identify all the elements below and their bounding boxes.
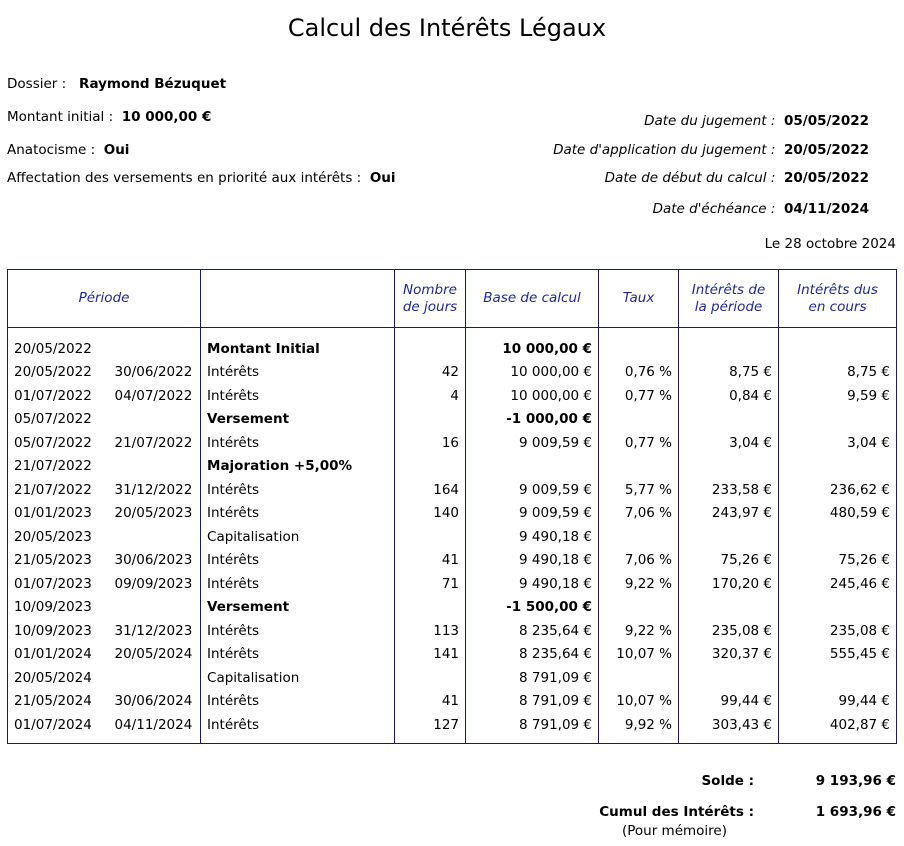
cell-date-fin: 20/05/2023	[109, 502, 201, 526]
cell-interets-periode	[679, 455, 779, 479]
cell-interets-periode	[679, 596, 779, 620]
cell-libelle: Intérêts	[201, 572, 395, 596]
cell-libelle: Majoration +5,00%	[201, 455, 395, 479]
cell-date-debut: 01/01/2024	[8, 643, 109, 667]
cell-date-fin: 31/12/2023	[109, 619, 201, 643]
cell-date-debut: 10/09/2023	[8, 596, 109, 620]
cell-jours: 41	[395, 690, 466, 714]
cell-taux: 7,06 %	[599, 502, 679, 526]
cell-libelle: Montant Initial	[201, 328, 395, 361]
montant-value: 10 000,00 €	[121, 109, 212, 125]
debut-value: 20/05/2022	[784, 170, 870, 186]
cell-base: 9 009,59 €	[466, 502, 599, 526]
cell-taux	[599, 328, 679, 361]
cell-jours	[395, 525, 466, 549]
cell-date-debut: 01/07/2022	[8, 384, 109, 408]
echeance-line	[653, 201, 890, 217]
cell-date-debut: 21/07/2022	[8, 478, 109, 502]
header-periode: Période	[8, 270, 201, 328]
interest-table	[7, 269, 897, 744]
cell-interets-periode: 233,58 €	[679, 478, 779, 502]
document-date: Le 28 octobre 2024	[764, 236, 896, 252]
cell-taux	[599, 666, 679, 690]
cell-interets-periode: 303,43 €	[679, 713, 779, 743]
cell-date-fin: 31/12/2022	[109, 478, 201, 502]
cell-interets-periode: 99,44 €	[679, 690, 779, 714]
cell-interets-dus: 480,59 €	[779, 502, 897, 526]
cell-date-fin: 20/05/2024	[109, 643, 201, 667]
cell-interets-periode: 0,84 €	[679, 384, 779, 408]
cell-base: 8 235,64 €	[466, 619, 599, 643]
cell-libelle: Capitalisation	[201, 525, 395, 549]
cell-interets-periode	[679, 408, 779, 432]
jugement-line	[644, 113, 890, 129]
cell-jours	[395, 408, 466, 432]
header-interets-periode	[679, 270, 779, 328]
cell-taux: 9,92 %	[599, 713, 679, 743]
cell-interets-dus: 3,04 €	[779, 431, 897, 455]
table-row	[8, 713, 897, 743]
cell-date-fin: 09/09/2023	[109, 572, 201, 596]
table-row	[8, 431, 897, 455]
cell-date-debut: 01/07/2023	[8, 572, 109, 596]
cell-interets-dus: 8,75 €	[779, 361, 897, 385]
affectation-value: Oui	[369, 170, 396, 186]
cell-jours	[395, 596, 466, 620]
cell-date-fin	[109, 596, 201, 620]
cell-jours	[395, 455, 466, 479]
cell-base: 8 791,09 €	[466, 713, 599, 743]
cell-libelle: Intérêts	[201, 713, 395, 743]
cell-jours	[395, 328, 466, 361]
cell-date-debut: 10/09/2023	[8, 619, 109, 643]
cell-libelle: Intérêts	[201, 361, 395, 385]
cell-base: 9 009,59 €	[466, 478, 599, 502]
cell-date-fin: 21/07/2022	[109, 431, 201, 455]
debut-label: Date de début du calcul :	[604, 170, 776, 186]
header-nombre-line1: Nombre	[403, 281, 457, 298]
cell-taux	[599, 596, 679, 620]
table-row	[8, 690, 897, 714]
cell-interets-periode	[679, 328, 779, 361]
header-libelle	[201, 270, 395, 328]
echeance-label: Date d'échéance :	[652, 201, 776, 217]
table-row	[8, 525, 897, 549]
cell-base: 9 009,59 €	[466, 431, 599, 455]
cell-interets-dus: 402,87 €	[779, 713, 897, 743]
table-body	[8, 328, 897, 744]
document-title: Calcul des Intérêts Légaux	[287, 14, 607, 42]
affectation-label: Affectation des versements en priorité aux intérêts :	[7, 170, 362, 186]
cell-base: 8 235,64 €	[466, 643, 599, 667]
cell-jours: 164	[395, 478, 466, 502]
cumul-value: 1 693,96 €	[815, 804, 896, 820]
cell-base: -1 500,00 €	[466, 596, 599, 620]
cell-interets-periode: 235,08 €	[679, 619, 779, 643]
cell-interets-periode: 8,75 €	[679, 361, 779, 385]
cell-date-debut: 21/05/2023	[8, 549, 109, 573]
cell-taux: 9,22 %	[599, 572, 679, 596]
cell-interets-dus	[779, 408, 897, 432]
cell-base: 10 000,00 €	[466, 328, 599, 361]
cell-interets-dus: 99,44 €	[779, 690, 897, 714]
cell-jours: 113	[395, 619, 466, 643]
cell-jours: 141	[395, 643, 466, 667]
memo-note: (Pour mémoire)	[621, 823, 727, 839]
anatocisme-label: Anatocisme :	[7, 142, 96, 158]
cell-date-fin	[109, 328, 201, 361]
cell-base: 8 791,09 €	[466, 690, 599, 714]
cell-interets-periode: 170,20 €	[679, 572, 779, 596]
cell-jours: 140	[395, 502, 466, 526]
cell-date-debut: 05/07/2022	[8, 431, 109, 455]
affectation-line	[7, 170, 396, 186]
header-base: Base de calcul	[466, 270, 599, 328]
table-row	[8, 643, 897, 667]
cell-date-fin: 30/06/2022	[109, 361, 201, 385]
cell-base: 9 490,18 €	[466, 572, 599, 596]
header-ip-line2: la période	[694, 298, 763, 315]
cell-jours: 127	[395, 713, 466, 743]
cell-interets-periode: 243,97 €	[679, 502, 779, 526]
cell-interets-periode: 75,26 €	[679, 549, 779, 573]
cell-libelle: Capitalisation	[201, 666, 395, 690]
cell-date-fin: 30/06/2024	[109, 690, 201, 714]
header-interets-dus	[779, 270, 897, 328]
cell-date-fin: 30/06/2023	[109, 549, 201, 573]
cell-libelle: Intérêts	[201, 431, 395, 455]
cell-jours: 16	[395, 431, 466, 455]
cell-interets-dus	[779, 525, 897, 549]
cell-date-debut: 21/07/2022	[8, 455, 109, 479]
table-row	[8, 455, 897, 479]
echeance-value: 04/11/2024	[784, 201, 870, 217]
cell-interets-periode	[679, 525, 779, 549]
cell-base: -1 000,00 €	[466, 408, 599, 432]
cell-jours	[395, 666, 466, 690]
table-row	[8, 361, 897, 385]
cell-interets-periode: 3,04 €	[679, 431, 779, 455]
cell-date-debut: 20/05/2022	[8, 361, 109, 385]
cell-base: 10 000,00 €	[466, 361, 599, 385]
cell-date-debut: 20/05/2023	[8, 525, 109, 549]
cell-base: 8 791,09 €	[466, 666, 599, 690]
table-row	[8, 328, 897, 361]
header-taux: Taux	[599, 270, 679, 328]
table-row	[8, 502, 897, 526]
cell-interets-dus: 245,46 €	[779, 572, 897, 596]
jugement-value: 05/05/2022	[784, 113, 870, 129]
cell-interets-periode: 320,37 €	[679, 643, 779, 667]
cell-taux	[599, 525, 679, 549]
cell-jours: 71	[395, 572, 466, 596]
cell-base: 10 000,00 €	[466, 384, 599, 408]
cell-interets-dus	[779, 455, 897, 479]
header-nombre-line2: de jours	[402, 298, 458, 315]
cell-date-debut: 21/05/2024	[8, 690, 109, 714]
jugement-label: Date du jugement :	[644, 113, 776, 129]
cumul-label: Cumul des Intérêts :	[599, 804, 754, 820]
montant-line	[7, 109, 211, 125]
cell-jours: 4	[395, 384, 466, 408]
cell-interets-periode	[679, 666, 779, 690]
montant-label: Montant initial :	[7, 109, 114, 125]
cell-libelle: Intérêts	[201, 643, 395, 667]
cell-interets-dus: 235,08 €	[779, 619, 897, 643]
table-row	[8, 596, 897, 620]
cell-date-fin	[109, 666, 201, 690]
table-row	[8, 408, 897, 432]
cell-interets-dus	[779, 596, 897, 620]
cell-taux: 0,76 %	[599, 361, 679, 385]
cell-taux: 0,77 %	[599, 431, 679, 455]
application-line	[553, 142, 890, 158]
cell-taux: 10,07 %	[599, 643, 679, 667]
cell-date-fin: 04/11/2024	[109, 713, 201, 743]
cell-libelle: Intérêts	[201, 502, 395, 526]
cell-taux: 9,22 %	[599, 619, 679, 643]
cell-base: 9 490,18 €	[466, 525, 599, 549]
cell-taux	[599, 408, 679, 432]
header-idc-line1: Intérêts dus	[797, 281, 878, 298]
cell-jours: 41	[395, 549, 466, 573]
table-row	[8, 666, 897, 690]
cell-base	[466, 455, 599, 479]
cell-interets-dus: 236,62 €	[779, 478, 897, 502]
cell-interets-dus: 9,59 €	[779, 384, 897, 408]
cell-base: 9 490,18 €	[466, 549, 599, 573]
cell-taux: 7,06 %	[599, 549, 679, 573]
cell-taux: 0,77 %	[599, 384, 679, 408]
cell-date-debut: 01/01/2023	[8, 502, 109, 526]
cell-date-fin: 04/07/2022	[109, 384, 201, 408]
cell-libelle: Intérêts	[201, 384, 395, 408]
table-row	[8, 619, 897, 643]
dossier-label: Dossier :	[7, 76, 67, 92]
anatocisme-value: Oui	[103, 142, 130, 158]
table-row	[8, 478, 897, 502]
header-nombre-jours	[395, 270, 466, 328]
cell-date-debut: 20/05/2022	[8, 328, 109, 361]
cell-date-debut: 01/07/2024	[8, 713, 109, 743]
cell-date-fin	[109, 455, 201, 479]
header-ip-line1: Intérêts de	[691, 281, 766, 298]
cell-interets-dus	[779, 328, 897, 361]
solde-label: Solde :	[701, 773, 754, 789]
cell-libelle: Intérêts	[201, 619, 395, 643]
cell-libelle: Versement	[201, 596, 395, 620]
debut-line	[605, 170, 890, 186]
cell-libelle: Intérêts	[201, 478, 395, 502]
cell-libelle: Intérêts	[201, 690, 395, 714]
cell-date-debut: 20/05/2024	[8, 666, 109, 690]
table-row	[8, 549, 897, 573]
dossier-line	[7, 76, 226, 92]
cell-taux	[599, 455, 679, 479]
dossier-value: Raymond Bézuquet	[79, 76, 227, 92]
table-row	[8, 572, 897, 596]
table-header-row	[8, 270, 897, 328]
application-value: 20/05/2022	[784, 142, 870, 158]
solde-value: 9 193,96 €	[815, 773, 896, 789]
anatocisme-line	[7, 142, 129, 158]
cell-date-fin	[109, 525, 201, 549]
cell-jours: 42	[395, 361, 466, 385]
cell-libelle: Intérêts	[201, 549, 395, 573]
cell-interets-dus: 555,45 €	[779, 643, 897, 667]
cell-interets-dus	[779, 666, 897, 690]
cell-date-debut: 05/07/2022	[8, 408, 109, 432]
cell-interets-dus: 75,26 €	[779, 549, 897, 573]
cell-taux: 10,07 %	[599, 690, 679, 714]
table-row	[8, 384, 897, 408]
cell-date-fin	[109, 408, 201, 432]
cell-libelle: Versement	[201, 408, 395, 432]
header-idc-line2: en cours	[808, 298, 867, 315]
cell-taux: 5,77 %	[599, 478, 679, 502]
application-label: Date d'application du jugement :	[553, 142, 776, 158]
